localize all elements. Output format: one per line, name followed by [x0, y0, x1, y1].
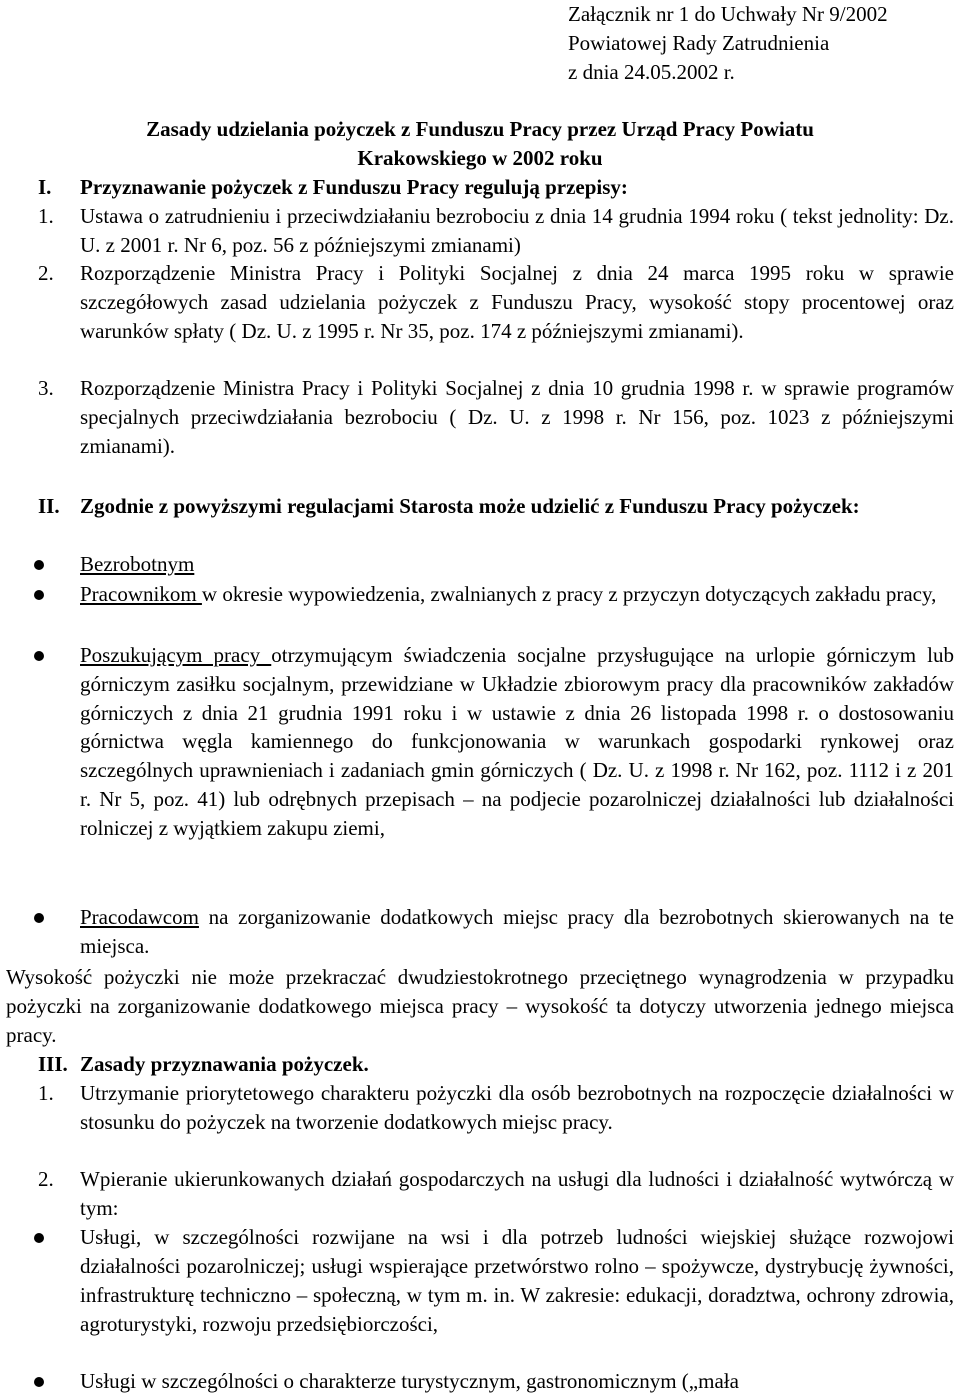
section-1-item-1-text: Ustawa o zatrudnieniu i przeciwdziałaniu bezrobociu z dnia 14 grudnia 1994 roku ( tekst jednolity: Dz. U. z 2001 r. Nr 6, poz. 56 z późniejszymi zmianami)	[80, 204, 954, 257]
section-1-item-3-number: 3.	[38, 376, 54, 400]
section-1-item-3-text: Rozporządzenie Ministra Pracy i Polityki Socjalnej z dnia 10 grudnia 1998 r. w sprawie programów specjalnych przeciwdziałania bezrobociu ( Dz. U. z 1998 r. Nr 156, poz. 1023 z późniejszymi zmianami).	[80, 376, 954, 458]
bullet-1-lead: Bezrobotnym	[80, 552, 195, 576]
title-line-2: Krakowskiego w 2002 roku	[357, 146, 603, 170]
bullet-icon	[34, 651, 44, 661]
header-line-3: z dnia 24.05.2002 r.	[568, 60, 735, 84]
bullet-4-lead: Pracodawcom	[80, 905, 199, 929]
section-3-heading: Zasady przyznawania pożyczek.	[80, 1052, 369, 1076]
header-line-2: Powiatowej Rady Zatrudnienia	[568, 31, 830, 55]
title-line-1: Zasady udzielania pożyczek z Funduszu Pracy przez Urząd Pracy Powiatu	[146, 117, 814, 141]
section-3-item-1-number: 1.	[38, 1081, 54, 1105]
section-2-bullet-1	[80, 550, 954, 579]
bullet-2-rest: w okresie wypowiedzenia, zwalnianych z pracy z przyczyn dotyczących zakładu pracy,	[201, 582, 937, 606]
section-1-item-2-text: Rozporządzenie Ministra Pracy i Polityki Socjalnej z dnia 24 marca 1995 roku w sprawie szczegółowych zasad udzielania pożyczek z Funduszu Pracy, wysokość stopy procentowej oraz warunków spłaty ( Dz. U. z 1995 r. Nr 35, poz. 174 z późniejszymi zmianami).	[80, 261, 954, 343]
document-title	[0, 115, 960, 173]
section-1-heading: Przyznawanie pożyczek z Funduszu Pracy regulują przepisy:	[80, 175, 628, 199]
bullet-icon	[34, 560, 44, 570]
section-2-heading: Zgodnie z powyższymi regulacjami Starosta może udzielić z Funduszu Pracy pożyczek:	[80, 494, 860, 518]
bullet-icon	[34, 913, 44, 923]
section-3-item-1-text: Utrzymanie priorytetowego charakteru pożyczki dla osób bezrobotnych na rozpoczęcie działalności w stosunku do pożyczek na tworzenie dodatkowych miejsc pracy.	[80, 1081, 954, 1134]
section-1-item-1-number: 1.	[38, 204, 54, 228]
section-3-bullet-2: Usługi w szczególności o charakterze turystycznym, gastronomicznym („mała	[80, 1369, 739, 1393]
section-3-bullet-1: Usługi, w szczególności rozwijane na wsi i dla potrzeb ludności wiejskiej służące rozwojowi działalności pozarolniczej; usługi wspierające przetwórstwo rolno – spożywcze, dystrybucję żywności, infrastrukturę techniczno – społeczną, w tym m. in. W zakresie: edukacji, doradztwa, ochrony zdrowia, agroturystyki, rozwoju przedsiębiorczości,	[80, 1225, 954, 1336]
bullet-4-rest: na zorganizowanie dodatkowych miejsc pracy dla bezrobotnych skierowanych na te miejsca.	[80, 905, 954, 958]
bullet-3-rest: otrzymującym świadczenia socjalne przysługujące na urlopie górniczym lub górniczym zasiłku socjalnym, przewidziane w Układzie zbiorowym pracy dla pracowników zakładów górniczych z dnia 21 grudnia 1991 roku i w ustawie z dnia 26 listopada 1998 r. o dostosowaniu górnictwa węgla kamiennego do funkcjonowania w warunkach gospodarki rynkowej oraz szczególnych uprawnieniach i zadaniach gmin górniczych ( Dz. U. z 1998 r. Nr 162, poz. 1112 i z 201 r. Nr 5, poz. 41) lub odrębnych przepisach – na podjecie pozarolniczej działalności lub działalności rolniczej z wyjątkiem zakupu ziemi,	[80, 643, 954, 840]
bullet-3-lead: Poszukującym pracy	[80, 643, 272, 667]
attachment-header	[568, 0, 888, 87]
section-2-bullet-2	[80, 580, 954, 609]
loan-amount-paragraph: Wysokość pożyczki nie może przekraczać dwudziestokrotnego przeciętnego wynagrodzenia w przypadku pożyczki na zorganizowanie dodatkowego miejsca pracy – wysokość ta dotyczy utworzenia jednego miejsca pracy.	[6, 965, 954, 1047]
section-3-item-2-text: Wpieranie ukierunkowanych działań gospodarczych na usługi dla ludności i działalność wytwórczą w tym:	[80, 1167, 954, 1220]
section-1-item-2-number: 2.	[38, 261, 54, 285]
section-2-number: II.	[38, 494, 60, 518]
bullet-2-lead: Pracownikom	[80, 582, 202, 606]
section-3-item-2-number: 2.	[38, 1167, 54, 1191]
section-1-number: I.	[38, 175, 52, 199]
bullet-icon	[34, 590, 44, 600]
section-2-bullet-4	[80, 903, 954, 961]
section-2-bullet-3	[80, 641, 954, 843]
bullet-icon	[34, 1377, 44, 1387]
header-line-1: Załącznik nr 1 do Uchwały Nr 9/2002	[568, 2, 888, 26]
section-3-number: III.	[38, 1052, 68, 1076]
bullet-icon	[34, 1233, 44, 1243]
